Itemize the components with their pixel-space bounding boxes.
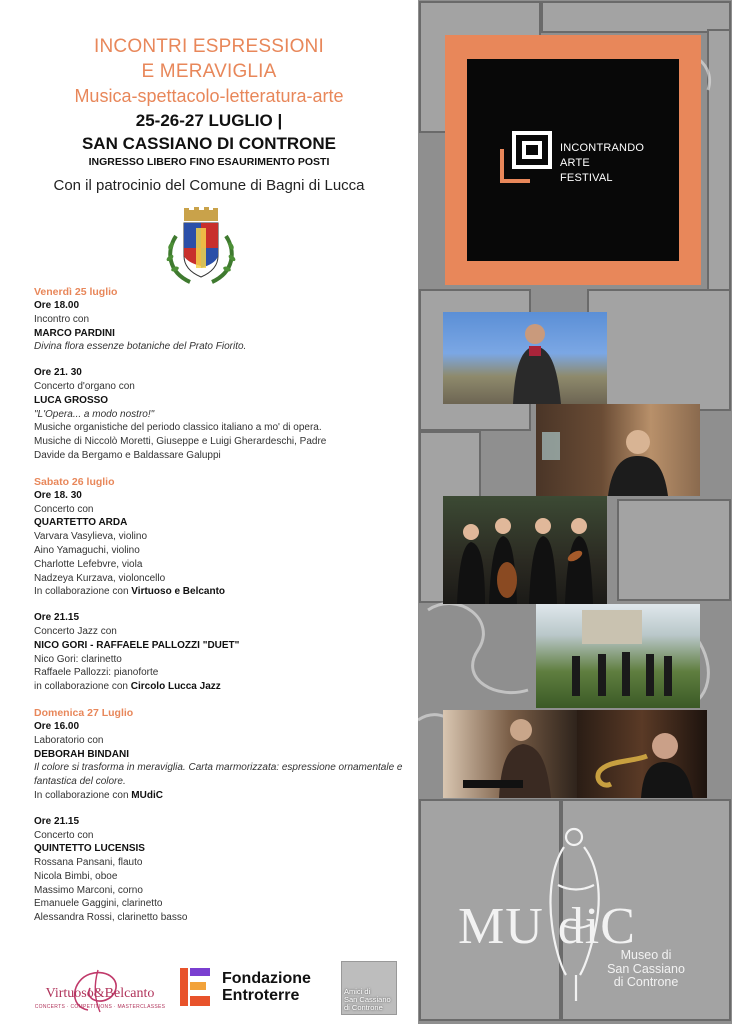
fondazione-entroterre-name (222, 970, 311, 1004)
event-performer: QUINTETTO LUCENSIS (34, 843, 145, 855)
event-kind: Concerto con (34, 829, 94, 841)
event-kind: Incontro con (34, 313, 90, 325)
event (34, 611, 404, 694)
event-collaboration (34, 789, 404, 803)
title-line-2: E MERAVIGLIA (141, 61, 277, 82)
day-label: Domenica 27 Luglio (34, 706, 134, 719)
festival-line-3: FESTIVAL (560, 172, 613, 184)
mudic-sub-line-3: di Controne (613, 975, 679, 989)
event-description: Il colore si trasforma in meraviglia. Carta marmorizzata: espressione ornamentale e fantastica del colore. (34, 762, 403, 788)
festival-place: SAN CASSIANO DI CONTRONE (81, 134, 337, 153)
event-time: Ore 16.00 (34, 720, 80, 732)
collab-prefix: In collaborazione con (34, 586, 132, 598)
event-line: Rossana Pansani, flauto (34, 857, 143, 869)
collab-prefix: In collaborazione con (34, 789, 132, 801)
amici-san-cassiano-logo (341, 961, 397, 1015)
event-kind: Laboratorio con (34, 734, 104, 746)
event-line: Varvara Vasylieva, violino (34, 531, 148, 543)
event (34, 366, 404, 463)
quartet-silhouette-icon (443, 496, 607, 604)
photo-luca-grosso (536, 404, 700, 496)
municipal-crest-icon (162, 206, 240, 288)
amici-name (344, 988, 396, 1012)
sponsor-logos (0, 958, 418, 1018)
day-label: Sabato 26 luglio (34, 475, 115, 488)
festival-name (560, 141, 644, 186)
mudic-sub-line-2: San Cassiano (607, 961, 685, 976)
festival-logo-frame (445, 35, 701, 285)
pianist-silhouette-icon (443, 710, 577, 798)
day-label: Venerdì 25 luglio (34, 286, 118, 298)
event-line: Aino Yamaguchi, violino (34, 544, 140, 556)
event-time: Ore 18. 30 (34, 489, 82, 501)
collab-prefix: in collaborazione con (34, 681, 131, 693)
entroterre-mark-icon (180, 968, 214, 1006)
ensemble-silhouette-icon (536, 604, 700, 708)
mudic-subtitle (582, 949, 710, 990)
event (34, 299, 404, 354)
event-line: Alessandra Rossi, clarinetto basso (34, 912, 188, 924)
photo-marco-pardini (443, 312, 607, 404)
program-list (34, 285, 404, 937)
subtitle: Musica-spettacolo-letteratura-arte (74, 86, 344, 106)
event-kind: Concerto d'organo con (34, 380, 135, 392)
event-line: Musiche organistiche del periodo classico italiano a mo' di opera. (34, 422, 322, 434)
event-kind: Concerto con (34, 503, 94, 515)
virtuoso-belcanto-logo (28, 966, 172, 1014)
event-line: Davide da Bergamo e Baldassare Galuppi (34, 449, 221, 461)
event-description: "L'Opera... a modo nostro!" (34, 408, 155, 420)
organist-silhouette-icon (536, 404, 700, 496)
collab-name: MUdiC (131, 789, 163, 801)
patronage-note: Con il patrocinio del Comune di Bagni di Lucca (53, 177, 365, 194)
event-performer: NICO GORI - RAFFAELE PALLOZZI "DUET" (34, 639, 240, 651)
event-time: Ore 21.15 (34, 612, 80, 624)
poster-header (0, 34, 418, 197)
event-performer: MARCO PARDINI (34, 327, 115, 339)
virtuoso-belcanto-name: Virtuoso&Belcanto (45, 986, 155, 1001)
event-time: Ore 18.00 (34, 300, 80, 311)
entry-note: INGRESSO LIBERO FINO ESAURIMENTO POSTI (88, 156, 330, 168)
mudic-logo (452, 825, 712, 1005)
event-line: Emanuele Gaggini, clarinetto (34, 898, 163, 910)
collab-name: Circolo Lucca Jazz (130, 681, 221, 693)
festival-logo-box (467, 59, 679, 261)
mudic-wordmark: MU diC (458, 898, 636, 955)
event-time: Ore 21. 30 (34, 367, 82, 379)
event-line: Massimo Marconi, corno (34, 884, 143, 896)
event (34, 489, 404, 599)
amici-line-1: Amici di (344, 987, 371, 996)
person-silhouette-icon (443, 312, 607, 404)
event-performer: DEBORAH BINDANI (34, 748, 129, 760)
event-collaboration (34, 680, 404, 694)
festival-line-2: ARTE (560, 157, 590, 169)
event-line: Nicola Bimbi, oboe (34, 870, 118, 882)
photo-pianist (443, 710, 577, 798)
event-kind: Concerto Jazz con (34, 625, 117, 637)
saxophonist-silhouette-icon (577, 710, 707, 798)
event-performer: LUCA GROSSO (34, 394, 109, 406)
event-performer: QUARTETTO ARDA (34, 517, 128, 529)
mudic-sub-line-1: Museo di (620, 948, 672, 962)
event (34, 815, 404, 925)
photo-quartetto-arda (443, 496, 607, 604)
virtuoso-belcanto-tagline: CONCERTS · COMPETITIONS · MASTERCLASSES (34, 1004, 166, 1010)
fondazione-entroterre-logo (180, 966, 335, 1010)
title-line-1: INCONTRI ESPRESSIONI (94, 36, 324, 57)
amici-line-3: di Controne (344, 1003, 383, 1012)
event-time: Ore 21.15 (34, 815, 80, 827)
amici-line-2: San Cassiano (344, 995, 391, 1004)
event-collaboration (34, 585, 404, 599)
event-line: Raffaele Pallozzi: pianoforte (34, 667, 159, 679)
photo-jazz-duet (536, 604, 700, 708)
fondazione-line-2: Entroterre (222, 987, 300, 1004)
event-line: Nadzeya Kurzava, violoncello (34, 572, 166, 584)
fondazione-line-1: Fondazione (222, 970, 311, 987)
incontrando-arte-mark-icon (500, 131, 554, 183)
festival-dates: 25-26-27 LUGLIO | (135, 111, 283, 130)
collab-name: Virtuoso e Belcanto (131, 586, 226, 598)
event-description: Divina flora essenze botaniche del Prato Fiorito. (34, 341, 247, 353)
festival-line-1: INCONTRANDO (560, 142, 645, 154)
event (34, 720, 404, 803)
photo-saxophonist (577, 710, 707, 798)
event-line: Musiche di Niccolò Moretti, Giuseppe e Luigi Gherardeschi, Padre (34, 436, 327, 448)
event-line: Nico Gori: clarinetto (34, 653, 122, 665)
event-line: Charlotte Lefebvre, viola (34, 558, 143, 570)
